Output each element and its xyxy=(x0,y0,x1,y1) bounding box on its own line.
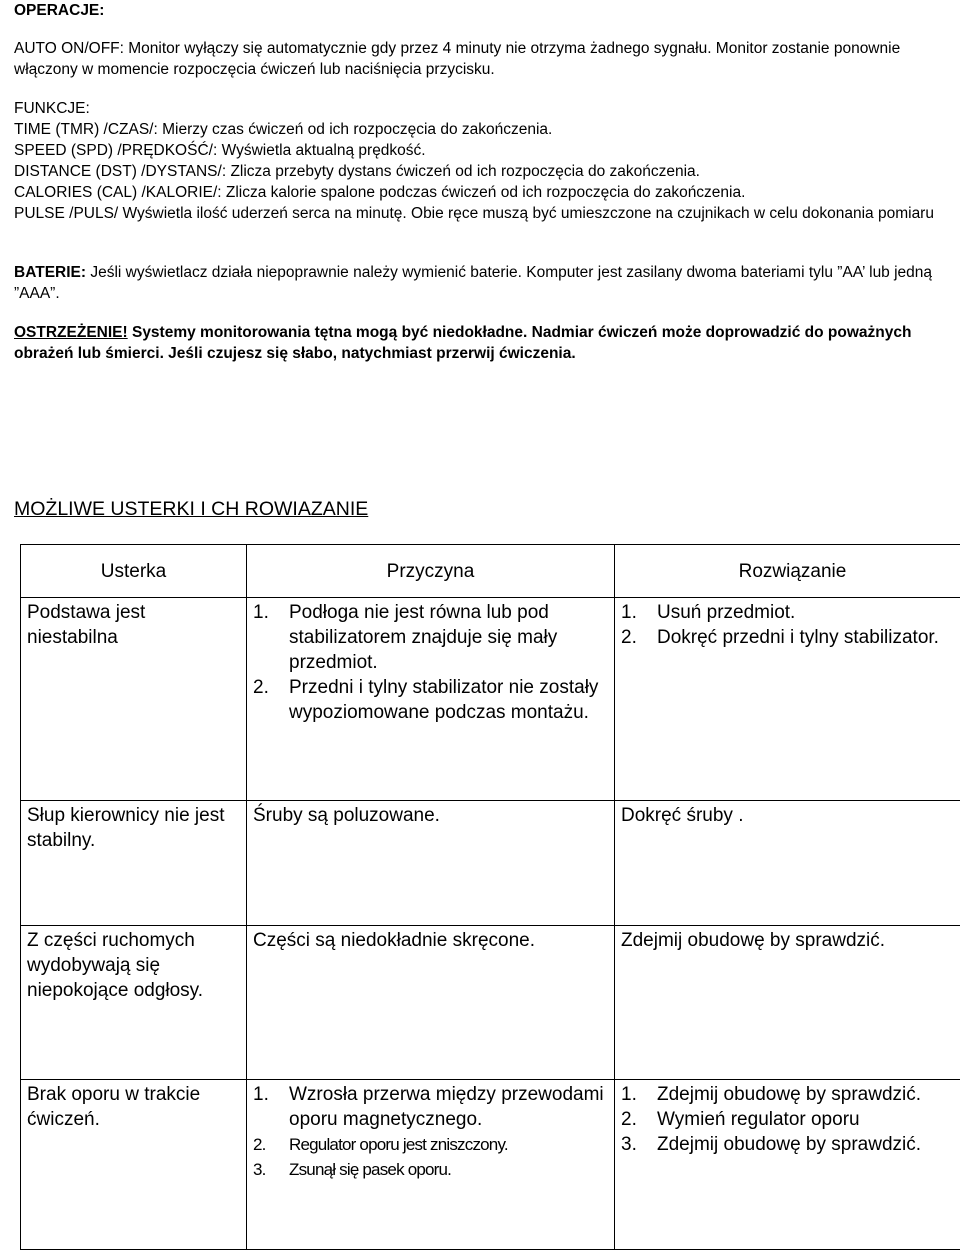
list-number: 2. xyxy=(621,627,637,648)
auto-onoff-paragraph xyxy=(14,38,946,80)
list-item xyxy=(253,1132,608,1157)
cause-cell xyxy=(247,598,615,801)
fault-cell: Słup kierownicy nie jest stabilny. xyxy=(21,801,247,926)
list-number: 1. xyxy=(621,602,637,623)
list-text: Regulator oporu jest zniszczony. xyxy=(289,1135,508,1154)
header-fault: Usterka xyxy=(21,545,247,598)
solution-cell xyxy=(615,1080,960,1250)
list-number: 1. xyxy=(253,602,269,623)
functions-list xyxy=(14,119,946,224)
function-speed xyxy=(14,140,946,161)
function-time xyxy=(14,119,946,140)
cause-cell: Śruby są poluzowane. xyxy=(247,801,615,926)
list-item xyxy=(621,600,960,625)
table-row xyxy=(21,926,960,1080)
function-distance xyxy=(14,161,946,182)
warning-text: Systemy monitorowania tętna mogą być niedokładne. Nadmiar ćwiczeń może doprowadzić do poważnych obrażeń lub śmierci. Jeśli czujesz się słabo, natychmiast przerwij ćwiczenia. xyxy=(14,324,912,362)
list-text: Podłoga nie jest równa lub pod stabilizatorem znajduje się mały przedmiot. xyxy=(289,602,558,673)
solution-cell: Zdejmij obudowę by sprawdzić. xyxy=(615,926,960,1080)
battery-label: BATERIE: xyxy=(14,264,87,281)
table-row xyxy=(21,1080,960,1250)
function-label: PULSE /PULS/ xyxy=(14,205,119,222)
list-number: 1. xyxy=(621,1084,637,1105)
function-label: DISTANCE (DST) /DYSTANS/: xyxy=(14,163,227,180)
table-header-row xyxy=(21,545,960,598)
function-text: Zlicza kalorie spalone podczas ćwiczeń od ich rozpoczęcia do zakończenia. xyxy=(221,184,746,201)
table-row xyxy=(21,801,960,926)
battery-text: Jeśli wyświetlacz działa niepoprawnie należy wymienić baterie. Komputer jest zasilany dwoma bateriami tylu ”AA’ lub jedną ”AAA”. xyxy=(14,264,933,302)
function-text: Wyświetla aktualną prędkość. xyxy=(217,142,426,159)
list-item xyxy=(621,625,960,650)
list-text: Dokręć przedni i tylny stabilizator. xyxy=(657,627,939,648)
list-number: 2. xyxy=(253,677,269,698)
troubleshooting-table xyxy=(20,544,960,1250)
fault-cell: Podstawa jest niestabilna xyxy=(21,598,247,801)
operations-heading: OPERACJE: xyxy=(14,2,105,19)
list-text: Przedni i tylny stabilizator nie zostały wypoziomowane podczas montażu. xyxy=(289,677,599,723)
function-label: TIME (TMR) /CZAS/: xyxy=(14,121,158,138)
cause-list xyxy=(253,600,608,725)
list-item xyxy=(621,1082,960,1107)
table-row xyxy=(21,598,960,801)
list-item xyxy=(253,1082,608,1132)
list-text: Usuń przedmiot. xyxy=(657,602,796,623)
function-label: CALORIES (CAL) /KALORIE/: xyxy=(14,184,222,201)
function-text: Mierzy czas ćwiczeń od ich rozpoczęcia do zakończenia. xyxy=(157,121,553,138)
header-cause: Przyczyna xyxy=(247,545,615,598)
function-calories xyxy=(14,182,946,203)
troubleshooting-title: MOŻLIWE USTERKI I CH ROWIAZANIE xyxy=(14,498,369,520)
fault-cell: Z części ruchomych wydobywają się niepokojące odgłosy. xyxy=(21,926,247,1080)
functions-heading: FUNKCJE: xyxy=(14,100,90,117)
list-text: Wzrosła przerwa między przewodami oporu magnetycznego. xyxy=(289,1084,604,1130)
list-number: 1. xyxy=(253,1084,269,1105)
list-number: 2. xyxy=(253,1135,266,1154)
list-number: 3. xyxy=(621,1134,637,1155)
cause-list xyxy=(253,1082,608,1182)
cause-cell xyxy=(247,1080,615,1250)
auto-onoff-text: : Monitor wyłączy się automatycznie gdy przez 4 minuty nie otrzyma żadnego sygnału. Monitor zostanie ponownie włączony w momencie rozpoczęcia ćwiczeń lub naciśnięcia przycisku. xyxy=(14,40,901,78)
list-item xyxy=(253,675,608,725)
list-text: Zdejmij obudowę by sprawdzić. xyxy=(657,1134,922,1155)
battery-paragraph xyxy=(14,262,946,304)
list-item xyxy=(253,1157,608,1182)
list-number: 3. xyxy=(253,1160,266,1179)
list-text: Zdejmij obudowę by sprawdzić. xyxy=(657,1084,922,1105)
warning-paragraph xyxy=(14,322,946,364)
solution-cell xyxy=(615,598,960,801)
function-pulse xyxy=(14,203,946,224)
list-item xyxy=(253,600,608,675)
solution-list xyxy=(621,1082,960,1157)
list-item xyxy=(621,1107,960,1132)
list-text: Zsunął się pasek oporu. xyxy=(289,1160,452,1179)
function-text: Wyświetla ilość uderzeń serca na minutę. Obie ręce muszą być umieszczone na czujnikach w celu dokonania pomiaru xyxy=(118,205,934,222)
cause-cell: Części są niedokładnie skręcone. xyxy=(247,926,615,1080)
solution-list xyxy=(621,600,960,650)
function-text: Zlicza przebyty dystans ćwiczeń od ich rozpoczęcia do zakończenia. xyxy=(226,163,700,180)
solution-cell: Dokręć śruby . xyxy=(615,801,960,926)
function-label: SPEED (SPD) /PRĘDKOŚĆ/: xyxy=(14,142,218,159)
warning-label: OSTRZEŻENIE! xyxy=(14,324,128,341)
list-number: 2. xyxy=(621,1109,637,1130)
fault-cell: Brak oporu w trakcie ćwiczeń. xyxy=(21,1080,247,1250)
list-text: Wymień regulator oporu xyxy=(657,1109,860,1130)
list-item xyxy=(621,1132,960,1157)
auto-onoff-label: AUTO ON/OFF xyxy=(14,40,120,57)
header-solution: Rozwiązanie xyxy=(615,545,960,598)
